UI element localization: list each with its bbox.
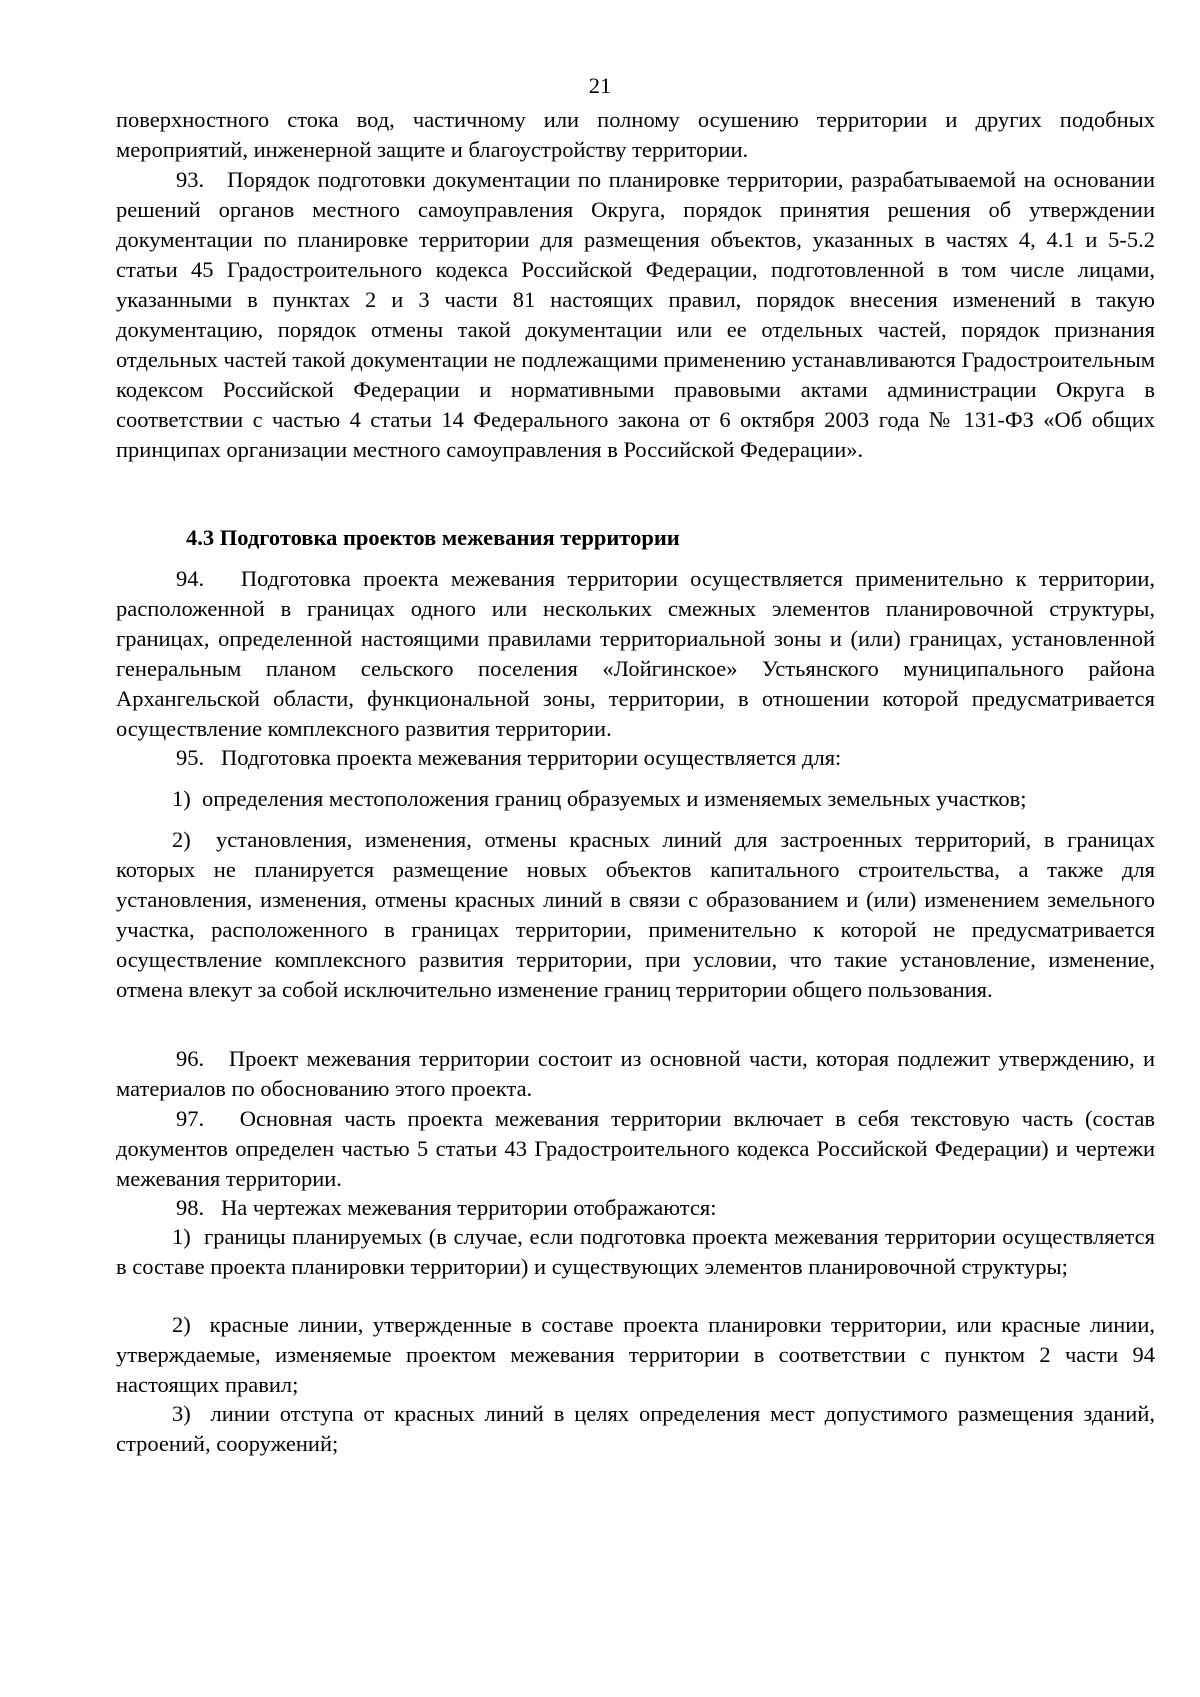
paragraph-98: 98. На чертежах межевания территории отображаются: [176, 1195, 717, 1220]
paragraph-96: 96. Проект межевания территории состоит из основной части, которая подлежит утверждению, и материалов по обоснованию этого проекта. [116, 1046, 1155, 1101]
paragraph-95: 95. Подготовка проекта межевания территории осуществляется для: [176, 745, 842, 770]
list-item-98-1: 1) границы планируемых (в случае, если подготовка проекта межевания территории осуществляется в составе проекта планировки территории) и существующих элементов планировочной структуры; [116, 1224, 1155, 1279]
list-item-98-2: 2) красные линии, утвержденные в составе проекта планировки территории, или красные линии, утверждаемые, изменяемые проектом межевания территории в соответствии с пунктом 2 части 94 настоящих правил; [116, 1312, 1155, 1397]
list-item-95-2: 2) установления, изменения, отмены красных линий для застроенных территорий, в границах которых не планируется размещение новых объектов капитального строительства, а также для установления, изменения, отмены красных линий в связи с образованием и (или) изменением земельного участка, расположенного в границах территории, применительно к которой не предусматривается осуществление комплексного развития территории, при условии, что такие установление, изменение, отмена влекут за собой исключительно изменение границ территории общего пользования. [116, 827, 1155, 1002]
page-number: 21 [588, 73, 612, 98]
paragraph-94: 94. Подготовка проекта межевания территории осуществляется применительно к территории, расположенной в границах одного или нескольких смежных элементов планировочной структуры, границах, определенной настоящими правилами территориальной зоны и (или) границах, установленной генеральным планом сельского поселения «Лойгинское» Устьянского муниципального района Архангельской области, функциональной зоны, территории, в отношении которой предусматривается осуществление комплексного развития территории. [116, 566, 1155, 741]
section-heading-4-3: 4.3 Подготовка проектов межевания территории [186, 525, 680, 550]
list-item-95-1: 1) определения местоположения границ образуемых и изменяемых земельных участков; [172, 786, 1027, 811]
list-item-98-3: 3) линии отступа от красных линий в целях определения мест допустимого размещения зданий, строений, сооружений; [116, 1401, 1155, 1456]
paragraph-continuation: поверхностного стока вод, частичному или полному осушению территории и других подобных мероприятий, инженерной защите и благоустройству территории. [116, 107, 1155, 162]
paragraph-97: 97. Основная часть проекта межевания территории включает в себя текстовую часть (состав документов определен частью 5 статьи 43 Градостроительного кодекса Российской Федерации) и чертежи межевания территории. [116, 1106, 1155, 1191]
paragraph-93: 93. Порядок подготовки документации по планировке территории, разрабатываемой на основании решений органов местного самоуправления Округа, порядок принятия решения об утверждении документации по планировке территории для размещения объектов, указанных в частях 4, 4.1 и 5-5.2 статьи 45 Градостроительного кодекса Российской Федерации, подготовленной в том числе лицами, указанными в пунктах 2 и 3 части 81 настоящих правил, порядок внесения изменений в такую документацию, порядок отмены такой документации или ее отдельных частей, порядок признания отдельных частей такой документации не подлежащими применению устанавливаются Градостроительным кодексом Российской Федерации и нормативными правовыми актами администрации Округа в соответствии с частью 4 статьи 14 Федерального закона от 6 октября 2003 года № 131-ФЗ «Об общих принципах организации местного самоуправления в Российской Федерации». [116, 167, 1155, 462]
